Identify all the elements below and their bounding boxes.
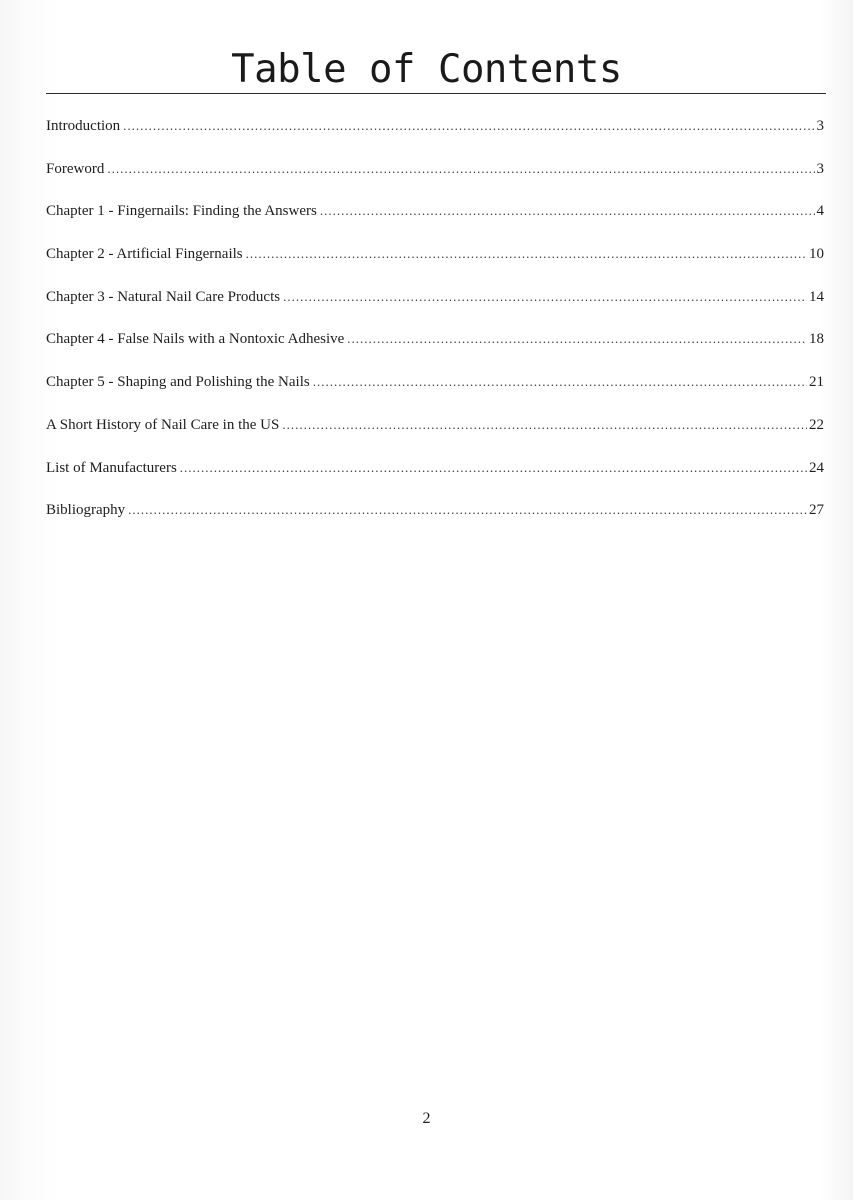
toc-entry-label: List of Manufacturers — [46, 459, 177, 476]
dot-leader — [107, 159, 814, 179]
toc-entry-label: A Short History of Nail Care in the US — [46, 416, 280, 433]
dot-leader — [320, 201, 815, 221]
page-title: Table of Contents — [231, 47, 622, 92]
toc-entry-page: 21 — [809, 374, 824, 391]
dot-leader — [246, 244, 807, 264]
toc-entry-page: 18 — [809, 331, 824, 348]
toc-entry-label: Bibliography — [46, 502, 126, 519]
page-number: 2 — [422, 1110, 431, 1127]
toc-entry-page: 3 — [816, 118, 824, 134]
toc-entry-label: Chapter 2 - Artificial Fingernails — [46, 246, 243, 263]
toc-entry — [46, 116, 824, 159]
toc-entry-page: 4 — [816, 203, 824, 220]
toc-entry-label: Foreword — [46, 160, 105, 177]
toc-entry-page: 27 — [809, 502, 824, 519]
dot-leader — [282, 415, 807, 435]
toc-entry-label: Introduction — [46, 118, 121, 134]
dot-leader — [313, 372, 807, 392]
toc-entry — [46, 415, 824, 458]
toc-entry-label: Chapter 5 - Shaping and Polishing the Nails — [46, 374, 310, 391]
dot-leader — [123, 116, 814, 136]
toc-entry — [46, 329, 824, 372]
toc-entry — [46, 287, 824, 330]
toc-entry — [46, 201, 824, 244]
toc-entry-page: 24 — [809, 459, 824, 476]
table-of-contents — [46, 116, 824, 543]
toc-entry — [46, 372, 824, 415]
toc-entry-label: Chapter 1 - Fingernails: Finding the Answers — [46, 203, 317, 220]
toc-entry-page: 22 — [809, 416, 824, 433]
toc-entry — [46, 500, 824, 543]
toc-entry-label: Chapter 4 - False Nails with a Nontoxic Adhesive — [46, 331, 345, 348]
reverse-side-showthrough — [70, 600, 810, 820]
toc-entry-label: Chapter 3 - Natural Nail Care Products — [46, 288, 281, 305]
toc-entry — [46, 159, 824, 202]
toc-entry-page: 10 — [809, 246, 824, 263]
dot-leader — [283, 287, 807, 307]
dot-leader — [180, 458, 807, 478]
toc-entry — [46, 244, 824, 287]
title-underline — [46, 93, 826, 94]
toc-entry — [46, 458, 824, 501]
toc-entry-page: 14 — [809, 288, 824, 305]
toc-entry-page: 3 — [816, 160, 824, 177]
dot-leader — [128, 500, 807, 520]
dot-leader — [347, 329, 807, 349]
